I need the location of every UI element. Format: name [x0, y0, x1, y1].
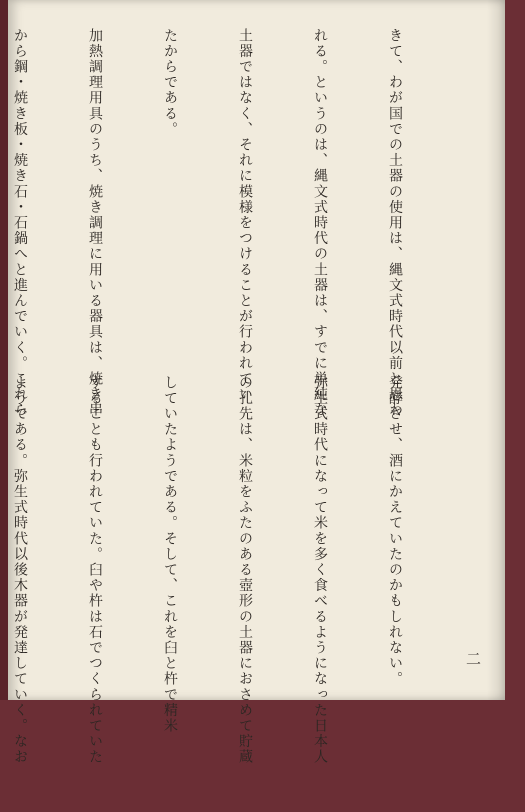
- page-number: 二: [465, 650, 481, 668]
- text-line: の孔先は、米粒をふたのある壺形の土器におさめて貯蔵: [237, 375, 253, 765]
- text-line: 土器ではなく、それに模様をつけることが行われてい: [237, 28, 253, 403]
- bottom-text-block: [0, 375, 457, 765]
- top-text-block: [0, 28, 457, 418]
- text-line: から鋼・焼き板・焼き石・石鍋へと進んでいく。これら: [12, 28, 28, 418]
- page-gutter-shadow: [487, 0, 505, 700]
- text-line: れる。というのは、縄文式時代の土器は、すでに単純な: [312, 28, 328, 418]
- text-line: 弥生式時代になって米を多く食べるようになった日本人: [312, 375, 328, 765]
- text-line: することも行われていた。臼や杵は石でつくられていた: [87, 375, 103, 765]
- book-page: [8, 0, 505, 765]
- text-line: たからである。: [162, 28, 178, 138]
- text-line: していたようである。そして、これを臼と杵で精米: [162, 375, 178, 734]
- text-line: ようである。弥生式時代以後木器が発達していく。なお: [12, 375, 28, 765]
- text-line: 加熱調理用具のうち、焼き調理に用いる器具は、焼き串: [87, 28, 103, 418]
- text-line: きて、わが国での土器の使用は、縄文式時代以前と思わ: [387, 28, 403, 418]
- text-line: 発酵させ、酒にかえていたのかもしれない。: [387, 375, 403, 687]
